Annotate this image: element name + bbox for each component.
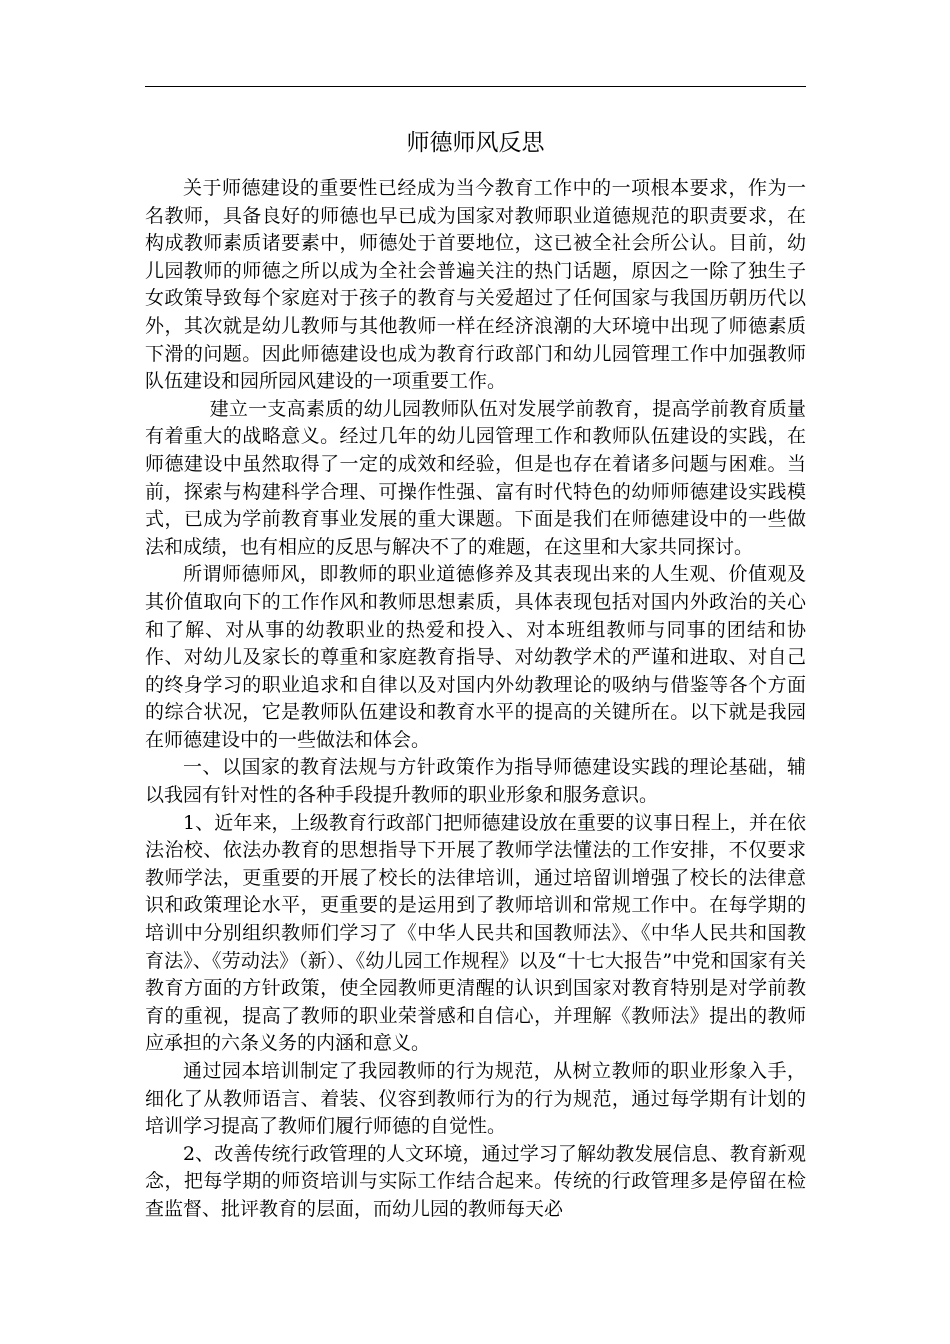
paragraph: 建立一支高素质的幼儿园教师队伍对发展学前教育，提高学前教育质量有着重大的战略意义。经过几年的幼儿园管理工作和教师队伍建设的实践，在师德建设中虽然取得了一定的成效和经验，但是也存在着诸多问题与困难。当前，探索与构建科学合理、可操作性强、富有时代特色的幼师师德建设实践模式，已成为学前教育事业发展的重大课题。下面是我们在师德建设中的一些做法和成绩，也有相应的反思与解决不了的难题，在这里和大家共同探讨。 [145,397,806,558]
paragraph: 通过园本培训制定了我园教师的行为规范，从树立教师的职业形象入手，细化了从教师语言、着装、仪容到教师行为的行为规范，通过每学期有计划的培训学习提高了教师们履行师德的自觉性。 [145,1060,806,1138]
header-rule [145,86,806,87]
paragraph: 1、近年来，上级教育行政部门把师德建设放在重要的议事日程上，并在依法治校、依法办教育的思想指导下开展了教师学法懂法的工作安排，不仅要求教师学法，更重要的开展了校长的法律培训，通过培留训增强了校长的法律意识和政策理论水平，更重要的是运用到了教师培训和常规工作中。在每学期的培训中分别组织教师们学习了《中华人民共和国教师法》、《中华人民共和国教育法》、《劳动法》（新）、《幼儿园工作规程》以及“十七大报告”中党和国家有关教育方面的方针政策，使全园教师更清醒的认识到国家对教育特别是对学前教育的重视，提高了教师的职业荣誉感和自信心，并理解《教师法》提出的教师应承担的六条义务的内涵和意义。 [145,811,806,1055]
document-body [145,175,806,1224]
paragraph: 一、以国家的教育法规与方针政策作为指导师德建设实践的理论基础，辅以我园有针对性的各种手段提升教师的职业形象和服务意识。 [145,756,806,807]
paragraph: 2、改善传统行政管理的人文环境，通过学习了解幼教发展信息、教育新观念，把每学期的师资培训与实际工作结合起来。传统的行政管理多是停留在检查监督、批评教育的层面，而幼儿园的教师每天必 [145,1142,806,1220]
paragraph: 所谓师德师风，即教师的职业道德修养及其表现出来的人生观、价值观及其价值取向下的工作作风和教师思想素质，具体表现包括对国内外政治的关心和了解、对从事的幼教职业的热爱和投入、对本班组教师与同事的团结和协作、对幼儿及家长的尊重和家庭教育指导、对幼教学术的严谨和进取、对自己的终身学习的职业追求和自律以及对国内外幼教理论的吸纳与借鉴等各个方面的综合状况，它是教师队伍建设和教育水平的提高的关键所在。以下就是我园在师德建设中的一些做法和体会。 [145,563,806,751]
document-title: 师德师风反思 [406,130,545,156]
paragraph: 关于师德建设的重要性已经成为当今教育工作中的一项根本要求，作为一名教师，具备良好的师德也早已成为国家对教师职业道德规范的职责要求，在构成教师素质诸要素中，师德处于首要地位，这已被全社会所公认。目前，幼儿园教师的师德之所以成为全社会普遍关注的热门话题，原因之一除了独生子女政策导致每个家庭对于孩子的教育与关爱超过了任何国家与我国历朝历代以外，其次就是幼儿教师与其他教师一样在经济浪潮的大环境中出现了师德素质下滑的问题。因此师德建设也成为教育行政部门和幼儿园管理工作中加强教师队伍建设和园所园风建设的一项重要工作。 [145,177,806,393]
